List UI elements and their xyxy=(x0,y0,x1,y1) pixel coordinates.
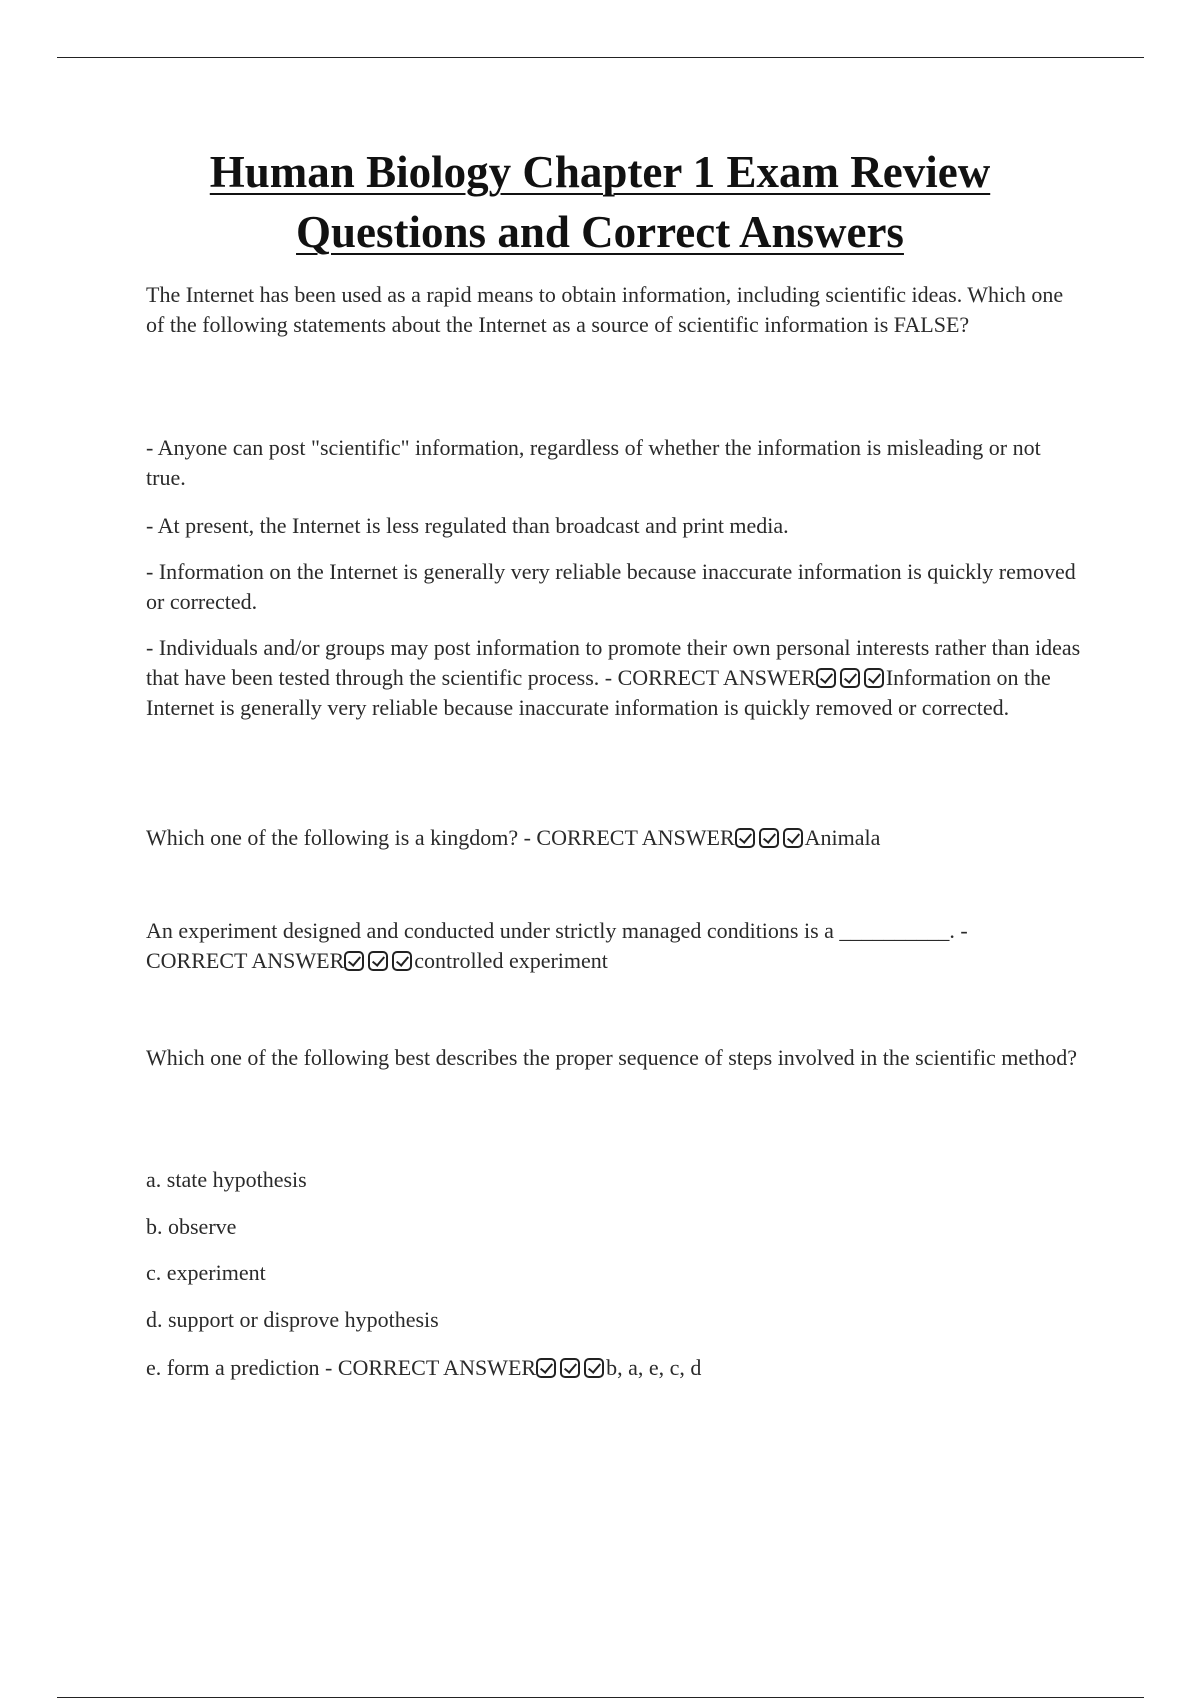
check-box-icon xyxy=(735,828,755,848)
check-box-icon xyxy=(840,668,860,688)
top-rule xyxy=(57,57,1144,58)
correct-answer-label: - CORRECT ANSWER xyxy=(146,918,968,973)
q1-option-2: - At present, the Internet is less regulated than broadcast and print media. xyxy=(146,513,789,538)
q1-answer: Information on the Internet is generally very reliable because inaccurate information is quickly removed or corrected. xyxy=(146,665,1051,720)
check-box-icon xyxy=(783,828,803,848)
q3-line xyxy=(146,916,1051,976)
q1-option-4-with-answer xyxy=(146,633,1081,723)
q4-question: Which one of the following best describes the proper sequence of steps involved in the scientific method? xyxy=(146,1045,1078,1070)
check-box-icon xyxy=(344,951,364,971)
q2-answer: Animala xyxy=(804,825,881,850)
correct-answer-label: - CORRECT ANSWER xyxy=(604,665,816,690)
check-box-icon xyxy=(864,668,884,688)
title-line-2: Questions and Correct Answers xyxy=(296,207,904,257)
bottom-rule xyxy=(57,1697,1144,1698)
q4-option-e-with-answer xyxy=(146,1353,1081,1383)
q1-option-1: - Anyone can post "scientific" information, regardless of whether the information is misleading or not true. xyxy=(146,435,1041,490)
check-box-icon xyxy=(584,1358,604,1378)
answer-checkmarks xyxy=(344,948,414,973)
answer-checkmarks xyxy=(735,825,805,850)
q4-option-b: b. observe xyxy=(146,1214,237,1239)
q1-question: The Internet has been used as a rapid means to obtain information, including scientific ideas. Which one of the following statements about the Internet as a source of scientific information is FALSE? xyxy=(146,282,1064,337)
q4-option-e: e. form a prediction xyxy=(146,1355,320,1380)
correct-answer-label: - CORRECT ANSWER xyxy=(523,825,735,850)
q4-answer: b, a, e, c, d xyxy=(606,1355,702,1380)
answer-checkmarks xyxy=(816,665,886,690)
q1-option-4: - Individuals and/or groups may post information to promote their own personal interests rather than ideas that have been tested through the scientific process. xyxy=(146,635,1081,690)
check-box-icon xyxy=(368,951,388,971)
check-box-icon xyxy=(560,1358,580,1378)
document-title xyxy=(100,142,1100,262)
q4-option-a: a. state hypothesis xyxy=(146,1167,307,1192)
answer-checkmarks xyxy=(536,1355,606,1380)
q2-question: Which one of the following is a kingdom? xyxy=(146,825,519,850)
check-box-icon xyxy=(536,1358,556,1378)
q1-option-3: - Information on the Internet is generally very reliable because inaccurate information is quickly removed or corrected. xyxy=(146,559,1076,614)
title-line-1: Human Biology Chapter 1 Exam Review xyxy=(209,147,991,197)
q4-option-c: c. experiment xyxy=(146,1260,266,1285)
check-box-icon xyxy=(392,951,412,971)
q2-line xyxy=(146,823,1081,853)
q4-option-d: d. support or disprove hypothesis xyxy=(146,1307,439,1332)
correct-answer-label: - CORRECT ANSWER xyxy=(325,1355,537,1380)
check-box-icon xyxy=(816,668,836,688)
q3-answer: controlled experiment xyxy=(414,948,608,973)
q3-question: An experiment designed and conducted under strictly managed conditions is a __________. xyxy=(146,918,955,943)
check-box-icon xyxy=(759,828,779,848)
